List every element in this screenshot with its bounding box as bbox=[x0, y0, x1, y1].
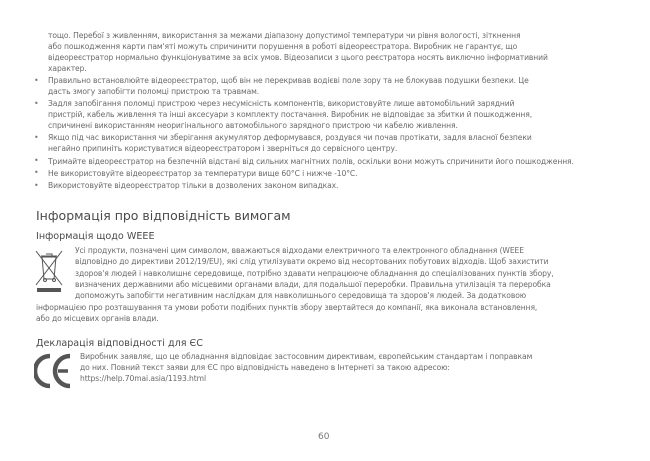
ce-text-line: до них. Повний текст заяви для ЄС про відповідність наведено в Інтернеті за такою адресою: bbox=[80, 363, 450, 372]
bullet-marker: • bbox=[34, 98, 39, 108]
weee-text-line: визначених державними або місцевими органами влади, для подальшої переробки. Правильна утилізація та переробка bbox=[75, 279, 551, 289]
bullet-item-line: Правильно встановлюйте відеореєстратор, щоб він не перекривав водієві поле зору та не блокував подушки безпеки. Це bbox=[48, 76, 529, 85]
paragraph-line: тощо. Перебої з живленням, використання за межами діапазону допустимої температури чи рівня вологості, зіткнення bbox=[48, 31, 521, 40]
bullet-item-line: спричинені використанням неоригінального автомобільного зарядного пристрою чи кабелю живлення. bbox=[48, 121, 458, 131]
bullet-marker: • bbox=[34, 75, 39, 85]
subsection-title-ce: Декларація відповідності для ЄС bbox=[36, 338, 203, 349]
bullet-item-line: Тримайте відеореєстратор на безпечній відстані від сильних магнітних полів, оскільки вони можуть спричинити його пошкодження. bbox=[48, 156, 574, 166]
paragraph-line: відеореєстратор нормально функціонуватиме за всіх умов. Відеозаписи з цього реєстратора носять виключно інформативний bbox=[48, 53, 548, 62]
subsection-title-weee: Інформація щодо WEEE bbox=[36, 231, 155, 242]
page-number: 60 bbox=[318, 432, 330, 442]
weee-crossed-bin-icon bbox=[34, 249, 64, 293]
section-title-compliance: Інформація про відповідність вимогам bbox=[36, 208, 291, 223]
paragraph-line: або пошкодження карти пам'яті можуть спричинити порушення в роботі відеореєстратора. Виробник не гарантує, що bbox=[48, 42, 518, 51]
weee-text-line: відповідно до директиви 2012/19/EU), які слід утилізувати окремо від несортованих побутових відходів. Щоб захистити bbox=[75, 257, 549, 267]
bullet-item-line: Якщо під час використання чи зберігання акумулятор деформувався, роздувся чи почав протікати, задля власної безпеки bbox=[48, 133, 532, 143]
bullet-item-line: Використовуйте відеореєстратор тільки в дозволених законом випадках. bbox=[48, 181, 339, 190]
weee-text-line: або до місцевих органів влади. bbox=[36, 313, 159, 323]
weee-text-line: допоможуть запобігти негативним наслідкам для навколишнього середовища та здоров'я людей. За додатковою bbox=[75, 291, 527, 301]
ce-declaration-link: https://help.70mai.asia/1193.html bbox=[80, 374, 206, 383]
bullet-marker: • bbox=[34, 180, 39, 190]
bullet-item-line: дасть змогу запобігти поломці пристрою та травмам. bbox=[48, 87, 260, 96]
paragraph-line: характер. bbox=[48, 64, 87, 73]
bullet-marker: • bbox=[34, 168, 39, 178]
bullet-item-line: негайно припиніть користуватися відеореєстратором і зверніться до сервісного центру. bbox=[48, 144, 398, 154]
bullet-item-line: Задля запобігання поломці пристрою через несумісність компонентів, використовуйте лише автомобільний зарядний bbox=[48, 99, 515, 109]
bullet-marker: • bbox=[34, 156, 39, 166]
weee-text-line: інформацією про розташування та умови роботи подібних пунктів збору звертайтеся до компанії, яка виконала встановлення, bbox=[36, 302, 538, 312]
ce-mark-logo bbox=[34, 352, 72, 390]
bullet-item-line: Не використовуйте відеореєстратор за температури вище 60°C і нижче -10°C. bbox=[48, 168, 358, 178]
weee-text-line: Усі продукти, позначені цим символом, вважаються відходами електричного та електронного обладнання (WEEE bbox=[75, 246, 524, 255]
ce-text-line: Виробник заявляє, що це обладнання відповідає застосовним директивам, європейським стандартам і поправкам bbox=[80, 352, 533, 361]
bullet-item-line: пристрій, кабель живлення та інші аксесуари з комплекту постачання. Виробник не відповідає за збитки й пошкодження, bbox=[48, 110, 533, 120]
weee-text-line: здоров'я людей і навколишнє середовище, потрібно здавати непрацююче обладнання до спеціалізованих пунктів збору, bbox=[75, 268, 554, 278]
bullet-marker: • bbox=[34, 132, 39, 142]
